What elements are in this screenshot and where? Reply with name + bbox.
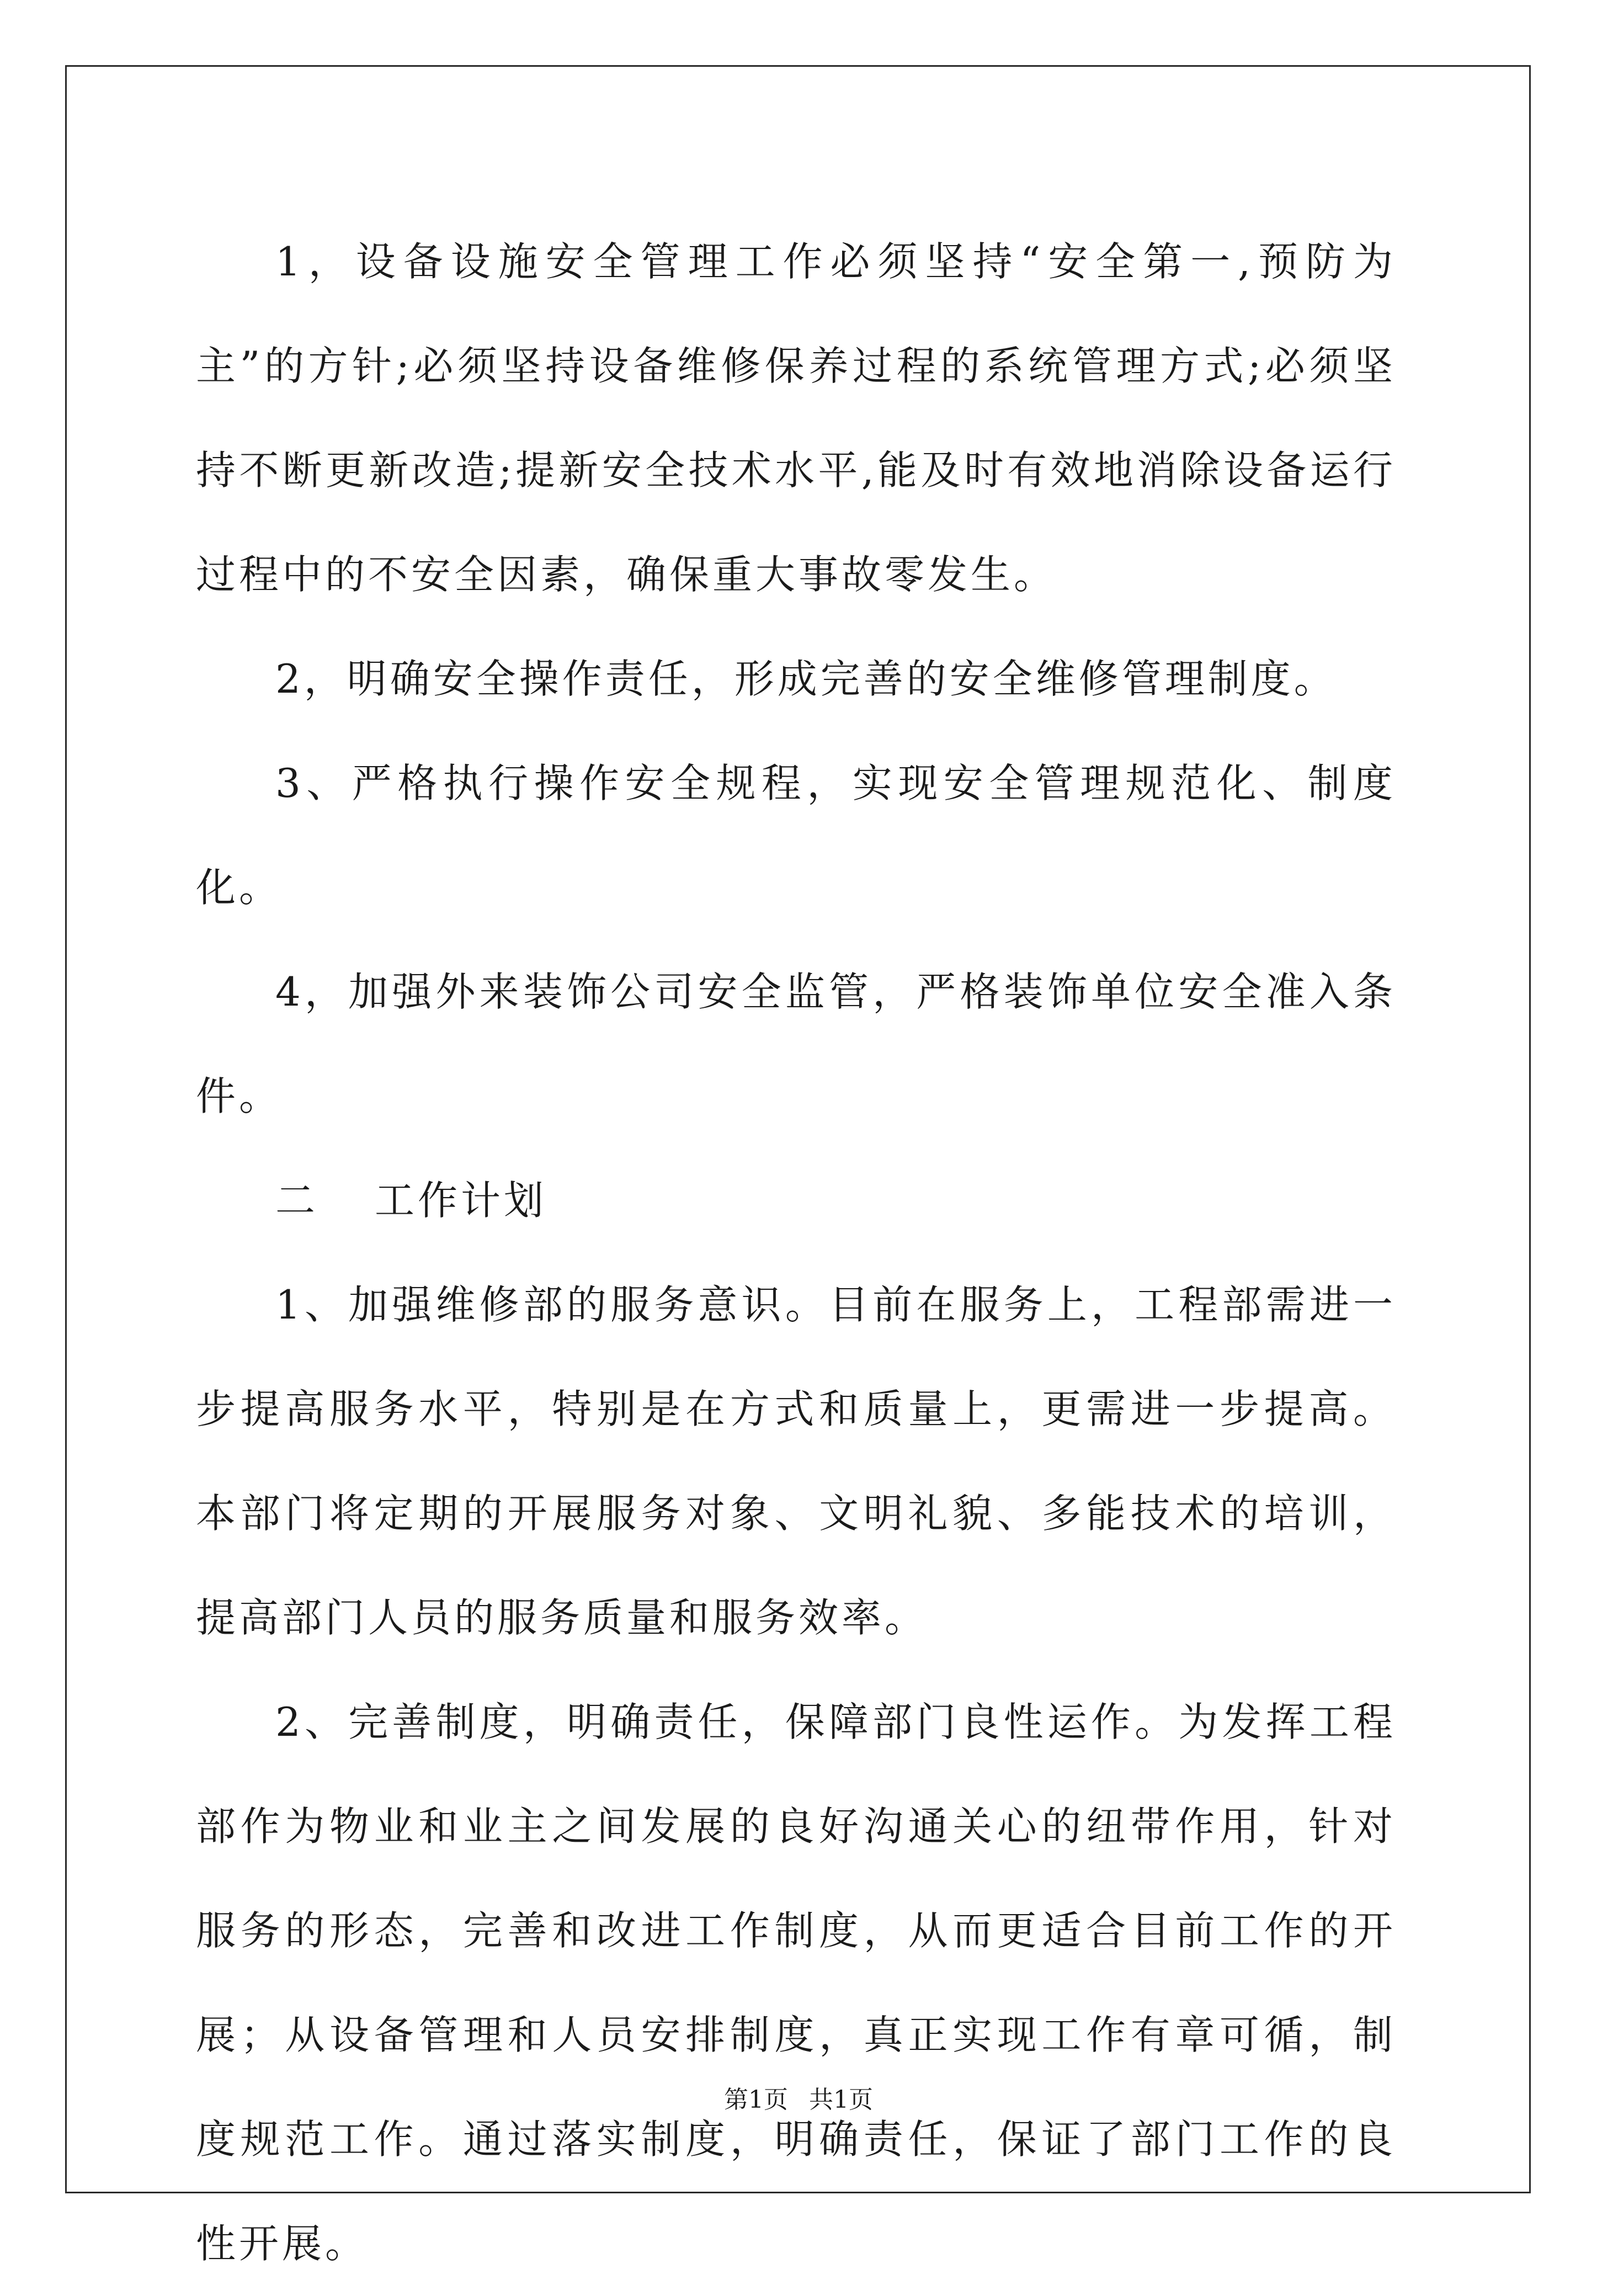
paragraph-service-awareness: 1、加强维修部的服务意识。目前在服务上，工程部需进一步提高服务水平，特别是在方式和质量上，更需进一步提高。本部门将定期的开展服务对象、文明礼貌、多能技术的培训，提高部门人员的服务质量和服务效率。 <box>196 1282 1396 1641</box>
paragraph-regulations: 3、严格执行操作安全规程，实现安全管理规范化、制度化。 <box>196 760 1396 911</box>
page-total: 共1页 <box>809 2086 873 2114</box>
section-heading <box>196 1149 1396 1253</box>
page-number: 第1页 <box>724 2086 788 2114</box>
paragraph-supervision: 4，加强外来装饰公司安全监管，严格装饰单位安全准入条件。 <box>196 969 1396 1119</box>
paragraph-policy: 1，设备设施安全管理工作必须坚持“安全第一,预防为主”的方针;必须坚持设备维修保养过程的系统管理方式;必须坚持不断更新改造;提新安全技术水平,能及时有效地消除设备运行过程中的不安全因素，确保重大事故零发生。 <box>196 238 1396 598</box>
section-heading-title: 工作计划 <box>375 1177 547 1224</box>
document-body <box>196 210 1396 2296</box>
section-heading-number: 二 <box>275 1177 319 1224</box>
paragraph-responsibility: 2，明确安全操作责任，形成完善的安全维修管理制度。 <box>275 656 1337 702</box>
page-footer <box>0 2084 1597 2117</box>
paragraph-system-improvement: 2、完善制度，明确责任，保障部门良性运作。为发挥工程部作为物业和业主之间发展的良好沟通关心的纽带作用，针对服务的形态，完善和改进工作制度，从而更适合目前工作的开展；从设备管理和人员安排制度，真正实现工作有章可循，制度规范工作。通过落实制度，明确责任，保证了部门工作的良性开展。 <box>196 1699 1396 2267</box>
